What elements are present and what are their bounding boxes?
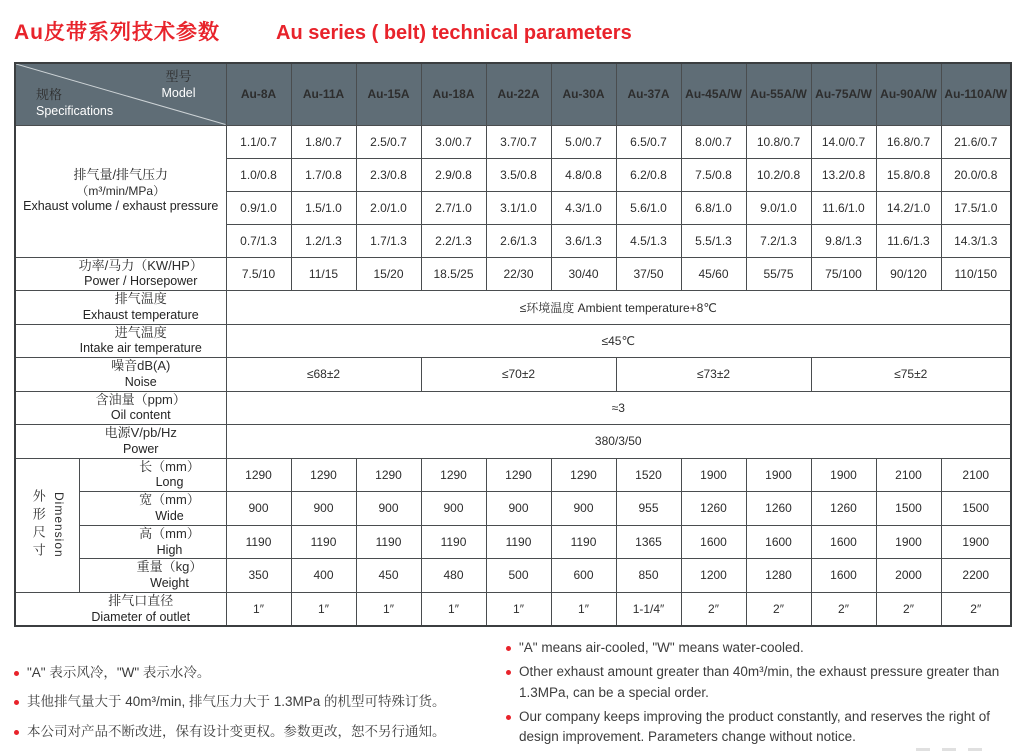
chinese-note: 本公司对产品不断改进，保有设计变更权。参数更改，恕不另行通知。 [14,722,506,742]
noise-value-cell: ≤68±2 [226,358,421,392]
exhaust-value-cell: 16.8/0.7 [876,125,941,158]
exhaust-value-cell: 11.6/1.3 [876,224,941,257]
intake-temperature-value: ≤45℃ [226,324,1011,358]
outlet-diameter-cell: 2″ [681,592,746,626]
model-header-cell: Au-45A/W [681,63,746,125]
dimension-weight-cell: 350 [226,559,291,593]
dimension-wide-cell: 1500 [876,492,941,526]
exhaust-value-cell: 14.2/1.0 [876,191,941,224]
dimension-long-cell: 2100 [941,458,1011,492]
dimension-high-cell: 1600 [746,525,811,559]
dimension-weight-cell: 1600 [811,559,876,593]
model-header-cell: Au-110A/W [941,63,1011,125]
exhaust-value-cell: 2.2/1.3 [421,224,486,257]
exhaust-value-cell: 1.7/0.8 [291,158,356,191]
oil-content-value: ≈3 [226,391,1011,425]
dimension-wide-cell: 1260 [746,492,811,526]
exhaust-value-cell: 0.9/1.0 [226,191,291,224]
dimension-label-english: Dimension [51,492,66,558]
exhaust-value-cell: 10.8/0.7 [746,125,811,158]
dimension-long-cell: 1290 [421,458,486,492]
outlet-diameter-cell: 1″ [421,592,486,626]
power-supply-row [15,425,1011,459]
oil-content-row [15,391,1011,425]
dimension-long-cell: 1290 [226,458,291,492]
exhaust-value-cell: 4.3/1.0 [551,191,616,224]
exhaust-value-cell: 2.0/1.0 [356,191,421,224]
dimension-weight-cell: 600 [551,559,616,593]
dimension-high-cell: 1600 [811,525,876,559]
exhaust-value-cell: 6.5/0.7 [616,125,681,158]
bullet-icon [14,730,19,735]
exhaust-value-cell: 5.6/1.0 [616,191,681,224]
exhaust-volume-label: 排气量/排气压力 （m³/min/MPa） Exhaust volume / exhaust pressure [15,125,226,257]
outlet-diameter-cell: 2″ [746,592,811,626]
exhaust-value-cell: 3.7/0.7 [486,125,551,158]
dimension-high-cell: 1190 [291,525,356,559]
dimension-wide-row [15,492,1011,526]
dimension-long-cell: 1900 [746,458,811,492]
exhaust-value-cell: 4.5/1.3 [616,224,681,257]
exhaust-volume-row-1 [15,125,1011,158]
dimension-long-cell: 1290 [291,458,356,492]
exhaust-value-cell: 2.7/1.0 [421,191,486,224]
exhaust-value-cell: 14.3/1.3 [941,224,1011,257]
dimension-label-chinese: 外形尺寸 [30,489,46,562]
corner-cell [15,63,226,125]
page-title-chinese: Au皮带系列技术参数 [14,21,220,44]
dimension-wide-cell: 1260 [681,492,746,526]
exhaust-value-cell: 1.1/0.7 [226,125,291,158]
dimension-high-cell: 1190 [421,525,486,559]
exhaust-value-cell: 1.0/0.8 [226,158,291,191]
outlet-diameter-cell: 1-1/4″ [616,592,681,626]
dimension-wide-cell: 955 [616,492,681,526]
noise-value-cell: ≤73±2 [616,358,811,392]
model-header-row [15,63,1011,125]
power-horsepower-label: 功率/马力（KW/HP） Power / Horsepower [15,257,226,291]
exhaust-value-cell: 10.2/0.8 [746,158,811,191]
exhaust-value-cell: 11.6/1.0 [811,191,876,224]
dimension-group-label [15,458,79,592]
power-value-cell: 75/100 [811,257,876,291]
page-title [14,16,1010,46]
dimension-weight-row [15,559,1011,593]
power-value-cell: 15/20 [356,257,421,291]
exhaust-value-cell: 6.2/0.8 [616,158,681,191]
bullet-icon [506,670,511,675]
exhaust-value-cell: 5.5/1.3 [681,224,746,257]
exhaust-value-cell: 7.5/0.8 [681,158,746,191]
power-value-cell: 22/30 [486,257,551,291]
dimension-long-cell: 1290 [486,458,551,492]
exhaust-value-cell: 3.0/0.7 [421,125,486,158]
power-value-cell: 110/150 [941,257,1011,291]
dimension-high-cell: 1365 [616,525,681,559]
model-header-cell: Au-11A [291,63,356,125]
exhaust-value-cell: 8.0/0.7 [681,125,746,158]
page-title-english: Au series ( belt) technical parameters [276,22,632,44]
intake-temperature-row [15,324,1011,358]
bullet-icon [506,715,511,720]
dimension-weight-cell: 400 [291,559,356,593]
exhaust-value-cell: 1.5/1.0 [291,191,356,224]
dimension-weight-cell: 2200 [941,559,1011,593]
exhaust-value-cell: 15.8/0.8 [876,158,941,191]
dimension-wide-cell: 900 [226,492,291,526]
oil-content-label: 含油量（ppm） Oil content [15,391,226,425]
dimension-long-label: 长（mm） Long [79,458,226,492]
model-header-cell: Au-55A/W [746,63,811,125]
chinese-note: "A" 表示风冷，"W" 表示水冷。 [14,663,506,683]
outlet-diameter-label: 排气口直径 Diameter of outlet [15,592,226,626]
dimension-high-cell: 1190 [356,525,421,559]
model-header-cell: Au-8A [226,63,291,125]
exhaust-value-cell: 13.2/0.8 [811,158,876,191]
dimension-high-cell: 1600 [681,525,746,559]
exhaust-value-cell: 2.6/1.3 [486,224,551,257]
dimension-wide-cell: 900 [356,492,421,526]
dimension-wide-cell: 1500 [941,492,1011,526]
dimension-weight-cell: 450 [356,559,421,593]
exhaust-value-cell: 3.5/0.8 [486,158,551,191]
dimension-high-cell: 1190 [551,525,616,559]
dimension-long-cell: 1900 [811,458,876,492]
power-value-cell: 45/60 [681,257,746,291]
footnotes-english [506,636,1010,751]
bullet-icon [14,671,19,676]
dimension-wide-cell: 900 [486,492,551,526]
exhaust-value-cell: 6.8/1.0 [681,191,746,224]
dimension-high-label: 高（mm） High [79,525,226,559]
outlet-diameter-cell: 1″ [226,592,291,626]
model-header-cell: Au-22A [486,63,551,125]
dimension-wide-cell: 900 [551,492,616,526]
exhaust-value-cell: 20.0/0.8 [941,158,1011,191]
dimension-weight-cell: 2000 [876,559,941,593]
footnotes [14,636,1010,751]
outlet-diameter-cell: 1″ [356,592,421,626]
outlet-diameter-cell: 2″ [941,592,1011,626]
exhaust-value-cell: 17.5/1.0 [941,191,1011,224]
exhaust-temperature-label: 排气温度 Exhaust temperature [15,291,226,325]
outlet-diameter-cell: 2″ [811,592,876,626]
dimension-weight-cell: 480 [421,559,486,593]
model-header-cell: Au-30A [551,63,616,125]
exhaust-value-cell: 2.5/0.7 [356,125,421,158]
english-note: Other exhaust amount greater than 40m³/min, the exhaust pressure greater than 1.3MPa, can be a special order. [506,662,1010,703]
power-value-cell: 30/40 [551,257,616,291]
english-note: Our company keeps improving the product constantly, and reserves the right of design improvement. Parameters change without notice. [506,707,1010,748]
exhaust-value-cell: 4.8/0.8 [551,158,616,191]
footnotes-chinese [14,636,506,751]
dimension-weight-label: 重量（kg） Weight [79,559,226,593]
exhaust-value-cell: 2.3/0.8 [356,158,421,191]
noise-label: 噪音dB(A) Noise [15,358,226,392]
corner-model-label: 型号 Model [161,69,196,100]
model-header-cell: Au-18A [421,63,486,125]
dimension-weight-cell: 1280 [746,559,811,593]
exhaust-value-cell: 3.6/1.3 [551,224,616,257]
dimension-high-row [15,525,1011,559]
dimension-weight-cell: 850 [616,559,681,593]
noise-value-cell: ≤70±2 [421,358,616,392]
power-value-cell: 7.5/10 [226,257,291,291]
dimension-wide-cell: 1260 [811,492,876,526]
english-note: "A" means air-cooled, "W" means water-cooled. [506,638,1010,658]
model-header-cell: Au-37A [616,63,681,125]
exhaust-value-cell: 21.6/0.7 [941,125,1011,158]
dimension-wide-cell: 900 [291,492,356,526]
power-value-cell: 55/75 [746,257,811,291]
exhaust-temperature-row [15,291,1011,325]
corner-spec-label: 规格 Specifications [36,86,114,118]
exhaust-value-cell: 7.2/1.3 [746,224,811,257]
exhaust-value-cell: 1.2/1.3 [291,224,356,257]
exhaust-value-cell: 5.0/0.7 [551,125,616,158]
dimension-high-cell: 1900 [941,525,1011,559]
exhaust-value-cell: 0.7/1.3 [226,224,291,257]
exhaust-value-cell: 2.9/0.8 [421,158,486,191]
dimension-weight-cell: 1200 [681,559,746,593]
outlet-diameter-row [15,592,1011,626]
exhaust-value-cell: 9.8/1.3 [811,224,876,257]
exhaust-value-cell: 1.7/1.3 [356,224,421,257]
dimension-high-cell: 1190 [486,525,551,559]
noise-value-cell: ≤75±2 [811,358,1011,392]
exhaust-value-cell: 3.1/1.0 [486,191,551,224]
outlet-diameter-cell: 1″ [551,592,616,626]
intake-temperature-label: 进气温度 Intake air temperature [15,324,226,358]
dimension-long-cell: 1290 [551,458,616,492]
dimension-wide-label: 宽（mm） Wide [79,492,226,526]
power-supply-value: 380/3/50 [226,425,1011,459]
power-value-cell: 18.5/25 [421,257,486,291]
model-header-cell: Au-15A [356,63,421,125]
outlet-diameter-cell: 1″ [291,592,356,626]
bullet-icon [14,700,19,705]
dimension-long-cell: 2100 [876,458,941,492]
outlet-diameter-cell: 2″ [876,592,941,626]
noise-row [15,358,1011,392]
exhaust-value-cell: 14.0/0.7 [811,125,876,158]
exhaust-value-cell: 9.0/1.0 [746,191,811,224]
dimension-high-cell: 1900 [876,525,941,559]
power-supply-label: 电源V/pb/Hz Power [15,425,226,459]
model-header-cell: Au-90A/W [876,63,941,125]
chinese-note: 其他排气量大于 40m³/min, 排气压力大于 1.3MPa 的机型可特殊订货。 [14,692,506,712]
model-header-cell: Au-75A/W [811,63,876,125]
dimension-weight-cell: 500 [486,559,551,593]
power-value-cell: 37/50 [616,257,681,291]
dimension-long-cell: 1900 [681,458,746,492]
outlet-diameter-cell: 1″ [486,592,551,626]
technical-parameters-table [14,62,1012,627]
exhaust-value-cell: 1.8/0.7 [291,125,356,158]
dimension-long-row [15,458,1011,492]
power-value-cell: 11/15 [291,257,356,291]
dimension-high-cell: 1190 [226,525,291,559]
exhaust-temperature-value: ≤环境温度 Ambient temperature+8℃ [226,291,1011,325]
power-value-cell: 90/120 [876,257,941,291]
dimension-long-cell: 1520 [616,458,681,492]
dimension-long-cell: 1290 [356,458,421,492]
bullet-icon [506,646,511,651]
dimension-wide-cell: 900 [421,492,486,526]
power-horsepower-row [15,257,1011,291]
